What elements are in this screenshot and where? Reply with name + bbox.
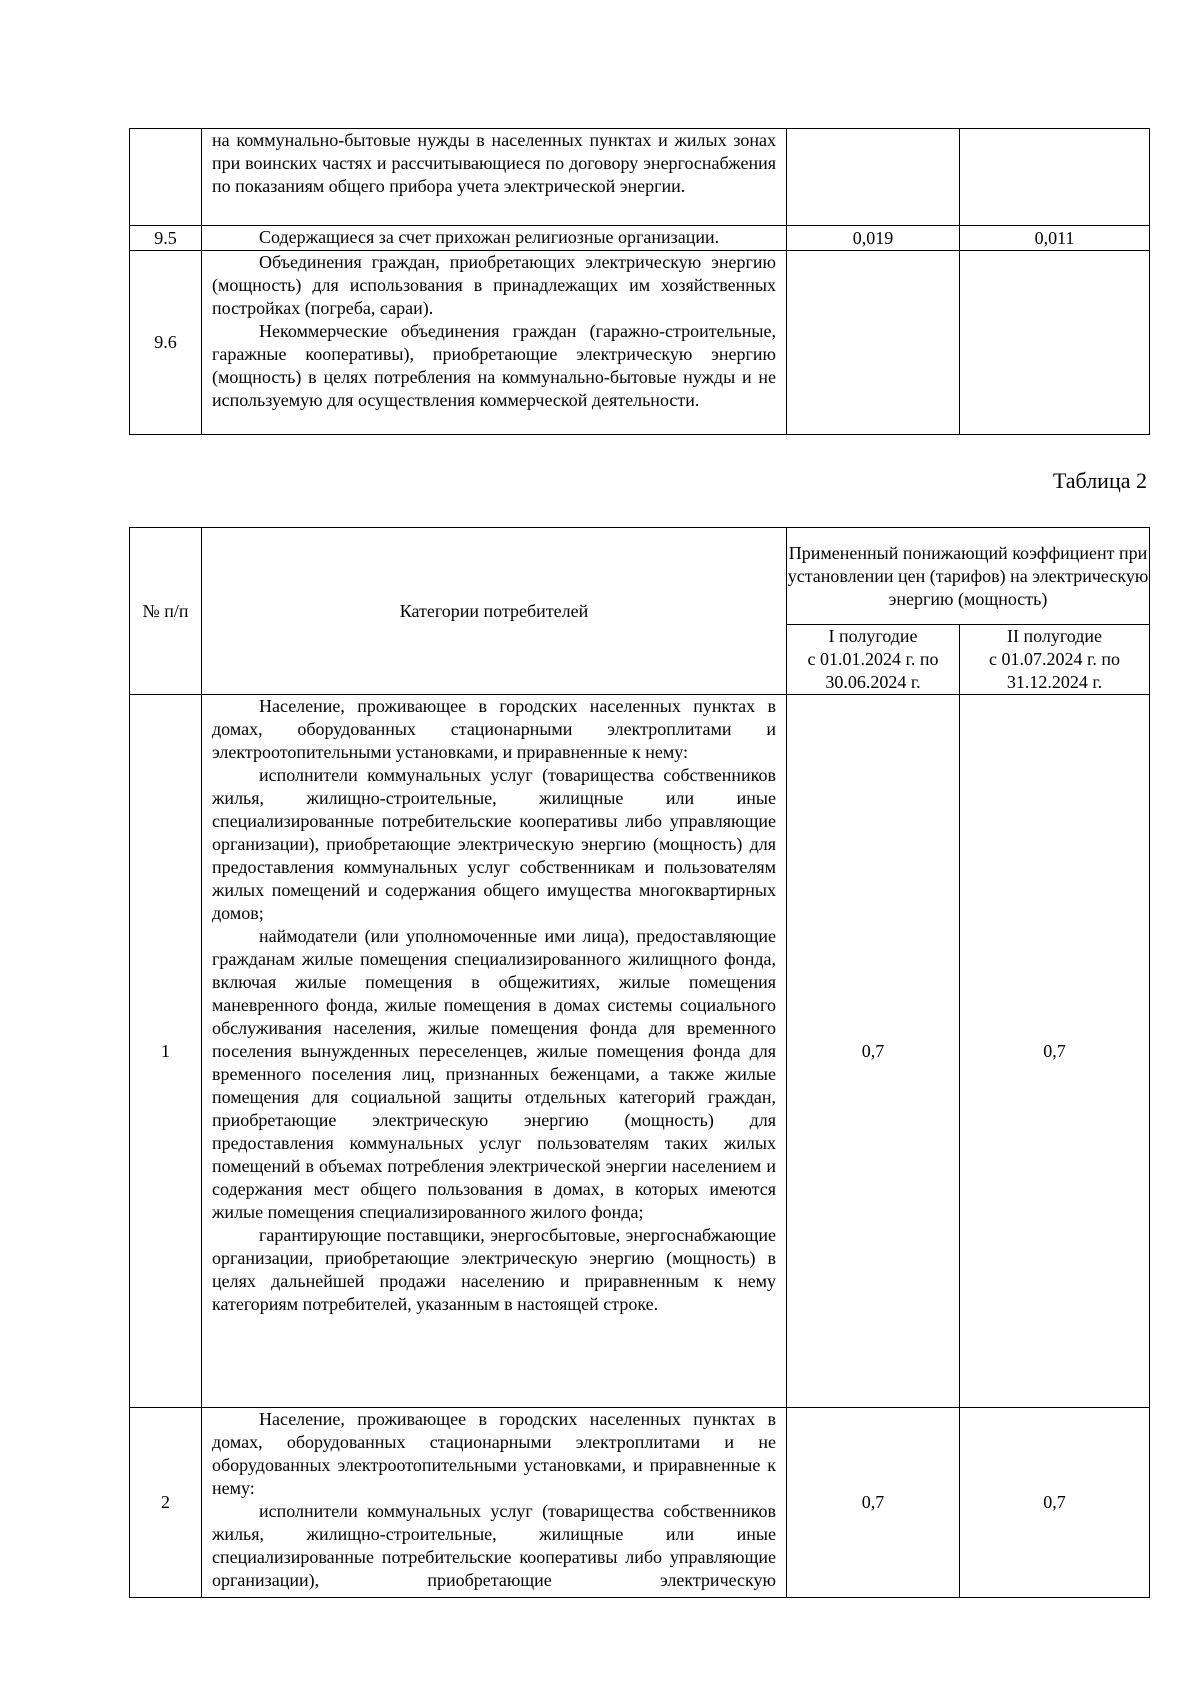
row-number: 2: [130, 1408, 202, 1598]
coefficient-h2: 0,7: [960, 1408, 1150, 1598]
coefficient-h1: 0,7: [787, 695, 960, 1408]
table-row: [130, 129, 1150, 226]
header-first-half-line: с 01.01.2024 г. по: [807, 649, 939, 669]
table-row: [130, 251, 1150, 435]
header-coefficient: Примененный понижающий коэффициент при установлении цен (тарифов) на электрическую энергию (мощность): [787, 528, 1150, 625]
table-caption: Таблица 2: [1052, 468, 1147, 493]
header-first-half-line: 30.06.2024 г.: [825, 672, 921, 692]
tariff-table-continuation: [129, 128, 1150, 435]
category-cell: [202, 695, 787, 1408]
table-row: [130, 1408, 1150, 1598]
coefficient-h2: [960, 251, 1150, 435]
coefficient-h1: [787, 251, 960, 435]
header-number: № п/п: [130, 528, 202, 695]
category-paragraph: исполнители коммунальных услуг (товарищества собственников жилья, жилищно-строительные, жилищные или иные специализированные потребительские кооперативы либо управляющие организации), приобретающие электрическую: [212, 1501, 776, 1590]
category-cell: [202, 129, 787, 226]
header-row: [130, 528, 1150, 625]
coefficient-h2: 0,011: [960, 226, 1150, 251]
category-paragraph: Население, проживающее в городских населенных пунктах в домах, оборудованных стационарными электроплитами и не оборудованных электроотопительными установками, и приравненные к нему:: [212, 1409, 776, 1498]
header-category: Категории потребителей: [202, 528, 787, 695]
row-number: [130, 129, 202, 226]
row-number: 1: [130, 695, 202, 1408]
tariff-coefficient-table: [129, 527, 1150, 1598]
header-second-half-line: с 01.07.2024 г. по: [989, 649, 1120, 669]
category-cell: [202, 226, 787, 251]
header-first-half: [787, 625, 960, 695]
table-row: [130, 695, 1150, 1408]
header-second-half-line: 31.12.2024 г.: [1006, 672, 1103, 692]
header-second-half: [960, 625, 1150, 695]
category-paragraph: Некоммерческие объединения граждан (гаражно-строительные, гаражные кооперативы), приобретающие электрическую энергию (мощность) в целях потребления на коммунально-бытовые нужды и не используемую для осуществления коммерческой деятельности.: [212, 321, 776, 410]
header-second-half-line: II полугодие: [1006, 626, 1103, 646]
header-first-half-line: I полугодие: [828, 626, 918, 646]
coefficient-h2: [960, 129, 1150, 226]
table-row: [130, 226, 1150, 251]
category-paragraph: гарантирующие поставщики, энергосбытовые, энергоснабжающие организации, приобретающие электрическую энергию (мощность) в целях дальнейшей продажи населению и приравненным к нему категориям потребителей, указанным в настоящей строке.: [212, 1225, 776, 1314]
row-number: 9.6: [130, 251, 202, 435]
category-cell: [202, 251, 787, 435]
category-paragraph: исполнители коммунальных услуг (товарищества собственников жилья, жилищно-строительные, жилищные или иные специализированные потребительские кооперативы либо управляющие организации), приобретающие электрическую энергию (мощность) для предоставления коммунальных услуг собственникам и пользователям жилых помещений и содержания общего имущества многоквартирных домов;: [212, 765, 776, 923]
category-paragraph: на коммунально-бытовые нужды в населенных пунктах и жилых зонах при воинских частях и рассчитывающиеся по договору энергоснабжения по показаниям общего прибора учета электрической энергии.: [212, 130, 776, 196]
category-paragraph: Объединения граждан, приобретающих электрическую энергию (мощность) для использования в принадлежащих им хозяйственных постройках (погреба, сараи).: [212, 252, 776, 318]
coefficient-h1: 0,019: [787, 226, 960, 251]
coefficient-h2: 0,7: [960, 695, 1150, 1408]
category-cell: [202, 1408, 787, 1598]
row-number: 9.5: [130, 226, 202, 251]
category-paragraph: Содержащиеся за счет прихожан религиозные организации.: [259, 227, 720, 247]
category-paragraph: наймодатели (или уполномоченные ими лица), предоставляющие гражданам жилые помещения специализированного жилищного фонда, включая жилые помещения в общежитиях, жилые помещения маневренного фонда, жилые помещения в домах системы социального обслуживания населения, жилые помещения фонда для временного поселения вынужденных переселенцев, жилые помещения фонда для временного поселения лиц, признанных беженцами, а также жилые помещения для социальной защиты отдельных категорий граждан, приобретающие электрическую энергию (мощность) для предоставления коммунальных услуг пользователям таких жилых помещений в объемах потребления электрической энергии населением и содержания мест общего пользования в домах, в которых имеются жилые помещения специализированного жилого фонда;: [212, 926, 776, 1222]
coefficient-h1: [787, 129, 960, 226]
category-paragraph: Население, проживающее в городских населенных пунктах в домах, оборудованных стационарными электроплитами и электроотопительными установками, и приравненные к нему:: [212, 696, 776, 762]
coefficient-h1: 0,7: [787, 1408, 960, 1598]
